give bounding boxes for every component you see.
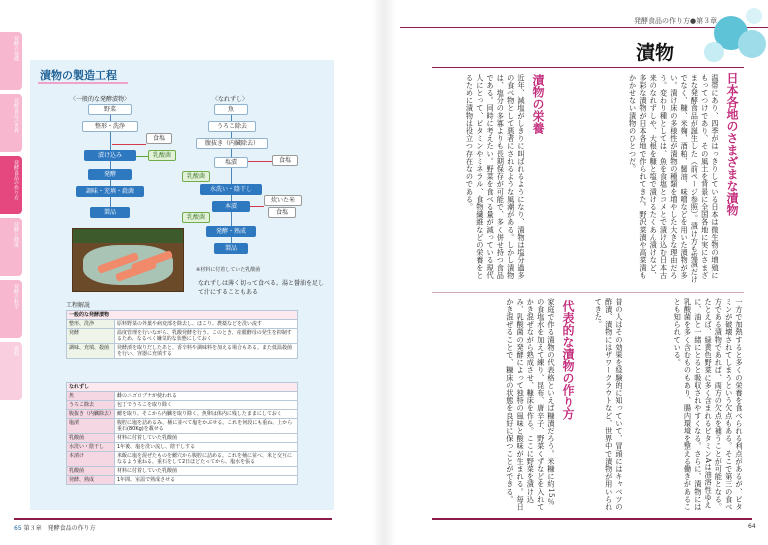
table-value: 鰓を取り、そこから内臓を取り除く。魚卵は体内に残したままにしておく	[115, 410, 298, 419]
flow-arrow	[231, 212, 232, 226]
table-value: 腹腔に塩を詰めるみ、桶に並べて塩をかぶせる。これを何段にも重ね、上から重石(80Kg)を載せる	[115, 419, 298, 434]
side-tab-1[interactable]	[0, 32, 22, 90]
photo-plate	[83, 245, 173, 285]
left-page-number: 65	[14, 525, 22, 532]
section-heading-methods: 代表的な漬物の作り方	[561, 300, 575, 420]
side-tab-strip	[0, 32, 22, 512]
section-heading-regional: 日本各地のさまざまな漬物	[725, 72, 739, 216]
flow1-product: 製品	[90, 207, 130, 218]
table-value: 雌のニゴロブナが使われる	[115, 392, 298, 401]
flow2-rice: 炊いた米	[264, 195, 302, 206]
table-value: 1年後、塩を洗い流し、陰干しする	[115, 443, 298, 452]
table-value: 温度管理を行いながら、乳酸発酵を行う。このとき、産膜酵母の発生を抑制するため、なるべく嫌気的な状態にしておく	[115, 329, 298, 344]
side-tab-label: 発酵の基礎	[13, 36, 19, 61]
bubble	[738, 30, 766, 58]
flow-arrow	[231, 168, 232, 184]
flow2-scale: うろこ除去	[208, 121, 256, 132]
table-row	[67, 410, 298, 419]
flow1-lab: 乳酸菌	[148, 150, 176, 161]
panel-title-underline	[38, 82, 128, 84]
gutter-shadow	[372, 0, 396, 545]
section-body-methods: 家庭で作る漬物の代表格といえば糠漬だろう。米糠に約15％の食塩水を加えて練り、昆布、唐辛子、野菜くずなどを入れてかき混ぜながら熟成させ、糠床を作る。ここに野菜を漬け込み、乳酸菌の発酵によって独特の風味と酸味が生まれる。毎日かき混ぜることで、糠床の状態を良好に保つことができる。	[505, 298, 556, 511]
table-row	[67, 320, 298, 329]
flow-arrow	[112, 144, 146, 145]
table-key: 水洗い・陰干し	[67, 443, 115, 452]
section-body-regional: 温帯にあり、四季がはっきりしている日本は微生物の増殖にもってつけであり、その風土を背景に全国各地に実にさまざまな発酵食品が誕生した（前ページ参照）。漬け方も塩漬だけでなく、糠、米麹、酒粕、醤油、味噌などを用いた漬物が多い。漬け床の多様性が漬物の種類を増やした大きな理由だろう。変わり種としては、魚を食塩とコメとで漬け込む日本古来のなれずしや、大根を糠と塩で漬けるたくあん漬けなど、多彩な漬物が日本各地で作られてきた。野沢菜漬や高菜漬もかかせない漬物のひとつだ。	[628, 74, 720, 284]
flow2-lab2: 乳酸菌	[182, 212, 210, 223]
table-key: 乳酸菌	[67, 467, 115, 476]
flow2-main: 本漬	[212, 201, 250, 212]
flow2-cut: 腹抜き（内臓除去）	[196, 138, 268, 149]
section-heading-nutrition: 漬物の栄養	[531, 74, 545, 134]
narezushi-photo	[72, 228, 184, 292]
table-row	[67, 467, 298, 476]
flow2-raw: 魚	[214, 104, 248, 115]
table-key: 腹抜き（内臓除去）	[67, 410, 115, 419]
side-tab-label: 発酵と健康	[13, 222, 19, 247]
flow2-salt2: 食塩	[268, 207, 296, 218]
right-page-number: 64	[748, 523, 756, 530]
flow2-lab1: 乳酸菌	[182, 171, 210, 182]
flow1-heading: 〈一般的な発酵漬物〉	[70, 96, 131, 103]
flow1-season: 調味・充填・殺菌	[76, 186, 144, 197]
flow2-ferment: 発酵・熟成	[206, 226, 256, 237]
table1-title: 一般的な発酵漬物	[67, 311, 298, 320]
bubble	[704, 42, 724, 62]
table-key: 乳酸菌	[67, 434, 115, 443]
table-row	[67, 476, 298, 485]
bubble	[746, 8, 762, 24]
table-key: 本漬け	[67, 452, 115, 467]
lab-footnote: ※材料に付着していた乳酸菌	[196, 267, 261, 273]
table-row	[67, 452, 298, 467]
table-key: 発酵	[67, 329, 115, 344]
flow-arrow	[246, 161, 272, 162]
flow1-pickle: 漬け込み	[84, 150, 136, 161]
title-rule	[432, 67, 744, 68]
table-key: 塩漬	[67, 419, 115, 434]
table-row	[67, 329, 298, 344]
side-tab-6[interactable]	[0, 342, 22, 400]
table-row	[67, 392, 298, 401]
flow2-salting: 塩漬	[214, 157, 248, 168]
side-tab-label: 発酵食品の世界	[13, 98, 19, 133]
photo-caption: なれずしは薄く切って食べる。湯と醤油を足して汁にすることもある	[198, 280, 325, 296]
flow-arrow	[231, 149, 232, 157]
flow-arrow	[110, 161, 111, 169]
flow-arrow	[110, 132, 111, 150]
side-tab-label: 発酵の科学	[13, 284, 19, 309]
page-title: 漬物	[636, 42, 675, 64]
table-key: うろこ除去	[67, 401, 115, 410]
section-divider	[432, 292, 744, 293]
table-row	[67, 434, 298, 443]
flow-arrow	[250, 206, 264, 207]
flow1-ferment: 発酵	[88, 169, 132, 180]
chapter-heading: 発酵食品の作り方●第３章	[634, 17, 718, 25]
table-row	[67, 443, 298, 452]
right-footer-rule	[432, 518, 752, 520]
side-tab-2[interactable]	[0, 94, 22, 152]
flow2-product: 製品	[214, 243, 248, 254]
table-key: 整形、洗浄	[67, 320, 115, 329]
table-row	[67, 344, 298, 359]
flow2-salt: 食塩	[272, 155, 298, 166]
table-label: 工程解説	[66, 302, 91, 309]
flow2-desalt: 水洗い・陰干し	[200, 184, 262, 195]
flow1-raw: 野菜	[88, 104, 132, 115]
panel-title: 漬物の製造工程	[40, 69, 117, 82]
table-value: 材料に付着していた乳酸菌	[115, 434, 298, 443]
flow1-shape: 整形・洗浄	[82, 121, 138, 132]
left-footer-chapter: 第３章 発酵食品の作り方	[23, 525, 96, 532]
flow1-salt: 食塩	[146, 133, 172, 144]
table-key: 調味、充填、殺菌	[67, 344, 115, 359]
table-value: 材料に付着していた乳酸菌	[115, 467, 298, 476]
side-tab-label: 資料	[13, 346, 19, 356]
table2-title: なれずし	[67, 383, 298, 392]
side-tab-4[interactable]	[0, 218, 22, 276]
table-row	[67, 419, 298, 434]
table-value: 原料野菜の外葉や病変部を除去し、ほこり、農薬などを洗い流す	[115, 320, 298, 329]
table-key: 発酵、熟成	[67, 476, 115, 485]
table-key: 魚	[67, 392, 115, 401]
table-value: 発酵漬を取りだしたあと、香辛料や調味料を加える場合もある。また低温殺菌を行い、容器に充填する	[115, 344, 298, 359]
table-value: 包丁でうろこを取り除く	[115, 401, 298, 410]
table-row	[67, 401, 298, 410]
left-footer	[14, 523, 96, 532]
process-table-2	[66, 382, 298, 485]
process-table-1	[66, 310, 298, 359]
decorative-bubbles	[700, 6, 768, 68]
side-tab-3-active[interactable]	[0, 156, 22, 214]
side-tab-label: 発酵食品の作り方	[13, 160, 19, 200]
photo-leaves	[73, 229, 184, 243]
section-body-cooking: 一方で加熱すると多くの栄養を食べられる利点があるが、ビタミンが破壊されてしまうという欠点もある。そこで第三の食べ方である漬物であれば、両方の欠点を補うことが可能となる。たとえば、緑黄色野菜に多く含まれるビタミンAは油溶性ゆえに、油と一緒にとると吸収されやすくなる。さらに、漬物には乳酸菌を多く含むものもあり、腸内環境を整える働きがあることも知られている。	[673, 298, 744, 511]
left-footer-rule	[14, 518, 332, 520]
side-tab-5[interactable]	[0, 280, 22, 338]
section-body-history: 昔の人はその効果を経験的に知っていて、冒頭にはキャベツの酢漬、漬物にはザワークラウトなど、世界中で漬物が用いられてきた。	[594, 298, 624, 511]
table-value: 1年間、室温で熟成させる	[115, 476, 298, 485]
flow2-heading: 〈なれずし〉	[212, 96, 249, 103]
table-value: 米飯に塩を混ぜたものを鰓穴から腹腔に詰める。これを桶に並べ、米と交互になるよう重ねる。重石をして2日ほどたってから、塩水を張る	[115, 452, 298, 467]
section-body-nutrition: 近年、減塩がしきりに叫ばれるようになり、漬物は塩分過多の食べ物として悪者にされるような風潮がある。しかし漬物は、塩分の多寡よりも長期保存が可能で、多く併せ持つ食品である。同時に考えたい。野菜を食べる量が減っている現代人にとって、ビタミンやミネラル、食物繊維などの栄養をとるために漬物は役立つ存在なのである。	[465, 74, 526, 280]
flow-arrow	[110, 197, 111, 207]
flow-arrow	[136, 156, 148, 157]
